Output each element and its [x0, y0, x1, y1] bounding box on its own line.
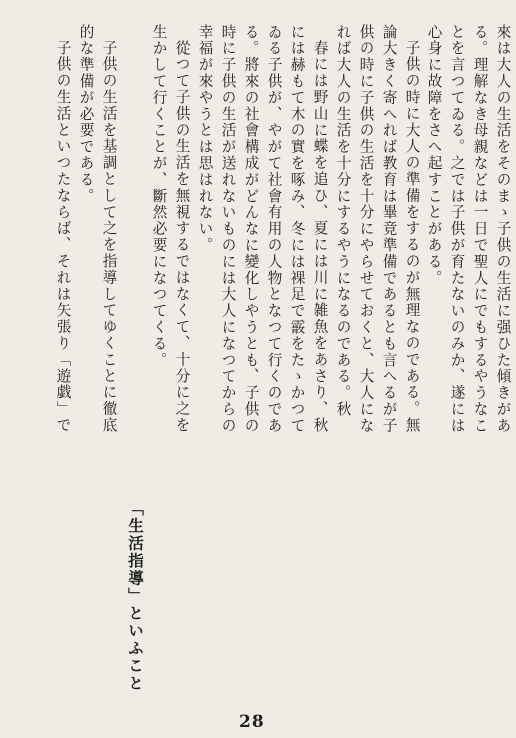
text-line: 生かして行くことが、斷然必要になつてくる。 [150, 24, 168, 369]
text-line: 時に子供の生活が送れないものには大人になつてからの [219, 24, 237, 434]
text-line: 來は大人の生活をそのまゝ子供の生活に强ひた傾きがあ [494, 24, 512, 434]
text-line: には赫もて木の實を啄み、冬には裸足で霰をたゝかつて [288, 24, 306, 434]
text-line: とを言つてゐる。之では子供が育たないのみか、遂には [448, 24, 466, 434]
text-line: 的な準備が必要である。 [77, 24, 95, 205]
text-line: 子供の生活を基調として之を指導してゆくことに徹底 [100, 40, 118, 434]
text-line: 供の時に子供の生活を十分にやらせておくと、大人にな [357, 24, 375, 434]
text-line: 幸福が來やうとは思はれない。 [196, 24, 214, 254]
text-line: る。將來の社會構成がどんなに變化しやうとも、子供の [242, 24, 260, 434]
text-line: 春には野山に蝶を追ひ、夏には川に雑魚をあさり、秋 [311, 40, 329, 434]
text-line: 心身に故障をさへ起すことがある。 [425, 24, 443, 287]
section-heading: 「生活指導」といふこと [126, 500, 144, 693]
text-line: 子供の生活といつたならば、それは矢張り「遊戯」で [54, 40, 72, 434]
text-line: 從つて子供の生活を無視するではなくて、十分に之を [173, 40, 191, 434]
text-line: る。理解なき母親などは一日で聖人にでもするやうなこ [471, 24, 489, 434]
text-line: れば大人の生活を十分にするやうになるのである。秋 [334, 24, 352, 418]
text-line: 論大きく寄へれば教育は畢竟準備であるとも言へるが子 [380, 24, 398, 434]
text-line: 子供の時に大人の準備をするのが無理なのである。無 [403, 40, 421, 434]
page-number: 28 [239, 712, 265, 732]
text-line: ゐる子供が、やがて社會有用の人物となつて行くのであ [265, 24, 283, 434]
